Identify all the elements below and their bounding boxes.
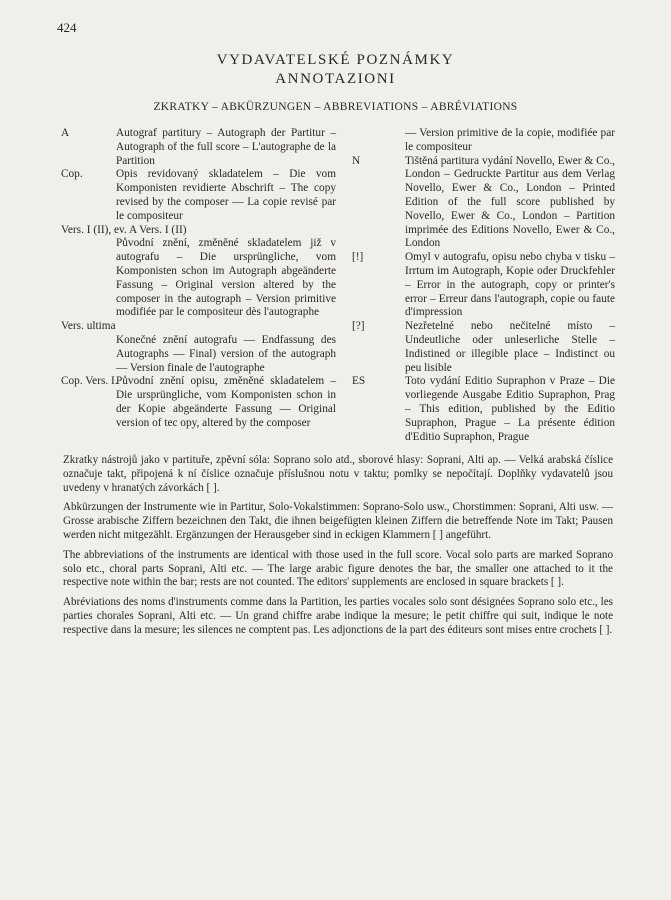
abbreviation-term: [!] <box>352 251 364 264</box>
abbreviation-term: Cop. Vers. I. <box>61 375 118 388</box>
page-number: 424 <box>57 20 77 35</box>
note-paragraph-french: Abréviations des noms d'instruments comme dans la Partition, les parties vocales solo sont désignées Soprano solo etc., les parties chorales Soprani, Alti etc. — Un grand chiffre arabe indique la mesure; le petit chiffre qui suit, indique le note respective dans la mesure; les silences ne comptent pas. Les adjonctions de la part des éditeurs sont mises entre crochets [ ]. <box>63 596 613 636</box>
note-paragraph-german: Abkürzungen der Instrumente wie in Partitur, Solo-Vokalstimmen: Soprano-Solo usw., Chorstimmen: Soprani, Alti usw. — Grosse arabische Ziffern bezeichnen den Takt, die ihnen beigefügten kleinen Ziffern die betreffende Note im Takt; Pausen werden nicht mitgezählt. Ergänzungen der Herausgeber sind in eckigen Klammern [ ] angeführt. <box>63 501 613 541</box>
abbreviation-entry <box>352 155 615 252</box>
title-czech: VYDAVATELSKÉ POZNÁMKY <box>216 52 455 68</box>
abbreviation-entry <box>61 320 336 375</box>
abbreviation-term: Vers. I (II), ev. A Vers. I (II) <box>61 223 187 236</box>
abbreviation-entry <box>352 127 615 155</box>
abbreviation-term: [?] <box>352 320 365 333</box>
abbreviation-definition: Toto vydání Editio Supraphon v Praze – Die vorliegende Ausgabe Editio Supraphon, Prag – This edition, published by the Editio Supraphon, Prague – La présente édition d'Editio Supraphon, Prague <box>405 375 615 443</box>
abbreviation-definition: Tištěná partitura vydání Novello, Ewer & Co., London – Gedruckte Partitur aus dem Verlag Novello, Ewer & Co., London – Printed Edition of the full score published by Novello, Ewer & Co., London – Partition imprimée des Editions Novello, Ewer & Co., London <box>405 154 615 250</box>
abbreviation-entry <box>61 127 336 168</box>
abbreviation-term: A <box>61 127 70 139</box>
abbreviation-definition: Původní znění, změněné skladatelem již v autografu – Die ursprüngliche, vom Komponisten schon im Autograph abgeänderte Fassung – Original version altered by the composer in the autograph – Version primitive modifiée par le compositeur dès l'autographe <box>116 237 336 319</box>
abbreviation-definition: Konečné znění autografu — Endfassung des Autographs — Final) version of the autograph — Version finale de l'autographe <box>116 333 336 374</box>
abbreviation-definition: Původní znění opisu, změněné skladatelem – Die ursprüngliche, vom Komponisten schon in der Kopie abgeänderte Fassung — Original version of tec opy, altered by the composer <box>116 375 336 429</box>
title-italian: ANNOTAZIONI <box>275 71 396 87</box>
abbreviations-right-column <box>352 127 615 444</box>
note-paragraph-czech: Zkratky nástrojů jako v partituře, zpěvní sóla: Soprano solo atd., sborové hlasy: Soprani, Alti ap. — Velká arabská číslice označuje takt, připojená k ní číslice označuje příslušnou notu v taktu; pomlky se nepočítají. Doplňky vydavatelů jsou uvedeny v hranatých závorkách [ ]. <box>63 454 613 494</box>
abbreviation-definition: Omyl v autografu, opisu nebo chyba v tisku – Irrtum im Autograph, Kopie oder Druckfehler – Error in the autograph, copy or printer's error – Erreur dans l'autograph, copie ou faute d'impression <box>405 251 615 319</box>
abbreviation-term: N <box>352 154 361 167</box>
abbreviations-left-column <box>61 127 336 431</box>
note-paragraph-english: The abbreviations of the instruments are identical with those used in the full score. Vocal solo parts are marked Soprano solo etc., choral parts Soprani, Alti etc. — The large arabic figure denotes the bar, the smaller one attached to it the respective note within the bar; rests are not counted. The editors' supplements are enclosed in square brackets [ ]. <box>63 548 613 589</box>
abbreviation-entry <box>61 224 336 321</box>
abbreviation-entry <box>352 375 615 444</box>
abbreviation-entry <box>352 251 615 320</box>
abbreviation-entry <box>352 320 615 375</box>
abbreviation-term: Cop. <box>61 168 83 181</box>
abbreviation-entry <box>61 168 336 223</box>
abbreviation-definition: Nezřetelné nebo nečitelné místo – Undeutliche oder unleserliche Stelle – Indistined or illegible place – Indistinct ou peu lisible <box>405 320 615 374</box>
abbreviations-heading: ZKRATKY – ABKÜRZUNGEN – ABBREVIATIONS – ABRÉVIATIONS <box>153 101 518 113</box>
abbreviation-definition: Opis revidovaný skladatelem – Die vom Komponisten revidierte Abschrift – The copy revised by the composer — La copie revisé par le compositeur <box>116 168 336 222</box>
abbreviation-term: ES <box>352 375 366 388</box>
editorial-notes <box>63 454 613 644</box>
abbreviation-definition: — Version primitive de la copie, modifiée par le compositeur <box>405 127 615 153</box>
abbreviation-entry <box>61 375 336 430</box>
abbreviation-term: Vers. ultima <box>61 320 116 333</box>
abbreviation-definition: Autograf partitury – Autograph der Partitur – Autograph of the full score – L'autographe de la Partition <box>116 127 336 167</box>
